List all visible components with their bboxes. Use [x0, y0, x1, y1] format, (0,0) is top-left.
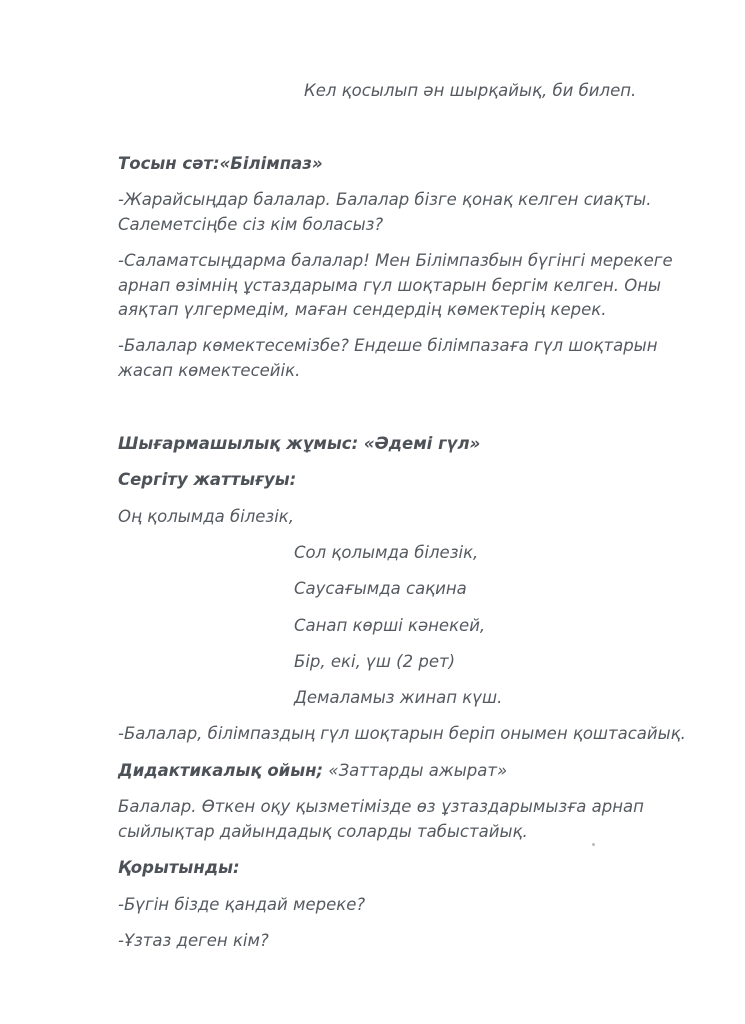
farewell-line: -Балалар, білімпаздың гүл шоқтарын беріп онымен қоштасайық.: [118, 724, 686, 743]
surprise-p2-line3: аяқтап үлгермедім, маған сендердің көмектерің керек.: [118, 300, 607, 319]
creative-work-heading: Шығармашылық жұмыс: «Әдемі гүл»: [118, 434, 481, 453]
surprise-p3-line1: -Балалар көмектесемізбе? Ендеше білімпазаға гүл шоқтарын: [118, 336, 658, 355]
game-text-line2: сыйлықтар дайындадық соларды табыстайық.: [118, 822, 528, 841]
surprise-p3-line2: жасап көмектесейік.: [118, 361, 301, 380]
conclusion-question-1: -Бүгін бізде қандай мереке?: [118, 895, 366, 914]
surprise-p2-line2: арнап өзімнің ұстаздарыма гүл шоқтарын бергім келген. Оны: [118, 276, 662, 295]
game-heading: Дидактикалық ойын;: [118, 761, 324, 780]
exercise-line-2: Саусағымда сақина: [294, 579, 467, 598]
exercise-line-3: Санап көрші кәнекей,: [294, 616, 486, 635]
scan-speck: [592, 843, 595, 846]
game-title: «Заттарды ажырат»: [328, 761, 508, 780]
conclusion-heading: Қорытынды:: [118, 858, 240, 877]
conclusion-question-2: -Ұзтаз деген кім?: [118, 931, 269, 950]
surprise-p2-line1: -Саламатсыңдарма балалар! Мен Білімпазбын бүгінгі мерекеге: [118, 251, 673, 270]
surprise-heading: Тосын сәт:«Білімпаз»: [118, 154, 323, 173]
exercise-line-5: Демаламыз жинап күш.: [294, 688, 503, 707]
song-line: Кел қосылып ән шырқайық, би билеп.: [304, 81, 637, 100]
exercise-heading: Сергіту жаттығуы:: [118, 470, 297, 489]
game-line: [118, 760, 507, 782]
exercise-line-1: Сол қолымда білезік,: [294, 543, 479, 562]
exercise-first-line: Оң қолымда білезік,: [118, 507, 295, 526]
game-text-line1: Балалар. Өткен оқу қызметімізде өз ұзтаздарымызға арнап: [118, 797, 644, 816]
exercise-line-4: Бір, екі, үш (2 рет): [294, 652, 456, 671]
surprise-p1-line2: Салеметсіңбе сіз кім боласыз?: [118, 215, 384, 234]
surprise-p1-line1: -Жарайсыңдар балалар. Балалар бізге қонақ келген сиақты.: [118, 190, 652, 209]
